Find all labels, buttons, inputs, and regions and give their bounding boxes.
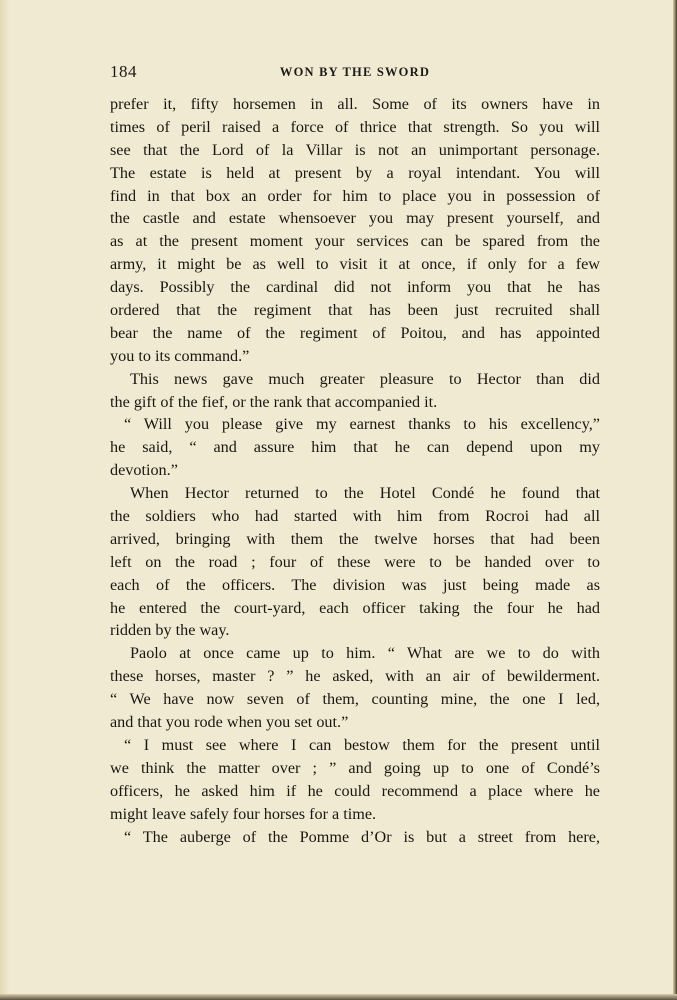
text-line: each of the officers. The division was just being made as [110,575,600,594]
text-line: find in that box an order for him to place you in possession of [110,186,600,205]
text-line: times of peril raised a force of thrice that strength. So you will [110,117,600,136]
body-text [110,93,600,848]
text-line: he said, “ and assure him that he can depend upon my [110,438,600,457]
text-line: arrived, bringing with them the twelve horses that had been [110,529,600,548]
text-line: bear the name of the regiment of Poitou, and has appointed [110,323,600,342]
text-line: officers, he asked him if he could recommend a place where he [110,781,600,800]
text-line: The estate is held at present by a royal intendant. You will [110,163,600,182]
text-line: devotion.” [110,461,178,480]
page-bottom-edge [0,994,677,1000]
text-line: he entered the court-yard, each officer taking the four he had [110,598,600,617]
text-line: army, it might be as well to visit it at once, if only for a few [110,255,600,274]
text-line: “ I must see where I can bestow them for the present until [124,735,600,754]
text-line: days. Possibly the cardinal did not inform you that he has [110,278,600,297]
text-line: ordered that the regiment that has been just recruited shall [110,301,600,320]
running-title: WON BY THE SWORD [279,65,431,79]
text-line: ridden by the way. [110,621,230,640]
text-line: the gift of the fief, or the rank that accompanied it. [110,392,438,411]
page-number: 184 [110,62,137,81]
text-line: see that the Lord of la Villar is not an unimportant personage. [110,140,600,159]
text-line: When Hector returned to the Hotel Condé he found that [130,484,600,503]
text-line: the soldiers who had started with him from Rocroi had all [110,507,600,526]
text-line: these horses, master ? ” he asked, with an air of bewilderment. [110,667,600,686]
running-header [110,62,600,84]
text-line: as at the present moment your services can be spared from the [110,232,600,251]
text-line: “ The auberge of the Pomme d’Or is but a street from here, [124,827,600,846]
text-line: left on the road ; four of these were to be handed over to [110,552,600,571]
text-line: Paolo at once came up to him. “ What are we to do with [130,644,600,663]
page-left-edge [0,0,10,1000]
text-line: you to its command.” [110,346,250,365]
text-line: “ Will you please give my earnest thanks to his excellency,” [124,415,600,434]
text-line: “ We have now seven of them, counting mine, the one I led, [110,690,600,709]
text-line: the castle and estate whensoever you may present yourself, and [110,209,600,228]
page-right-edge [673,0,677,1000]
text-line: prefer it, fifty horsemen in all. Some of its owners have in [110,95,600,113]
text-line: we think the matter over ; ” and going up to one of Condé’s [110,758,600,777]
text-line: might leave safely four horses for a time. [110,804,377,823]
text-line: This news gave much greater pleasure to Hector than did [130,369,600,388]
text-line: and that you rode when you set out.” [110,713,349,732]
